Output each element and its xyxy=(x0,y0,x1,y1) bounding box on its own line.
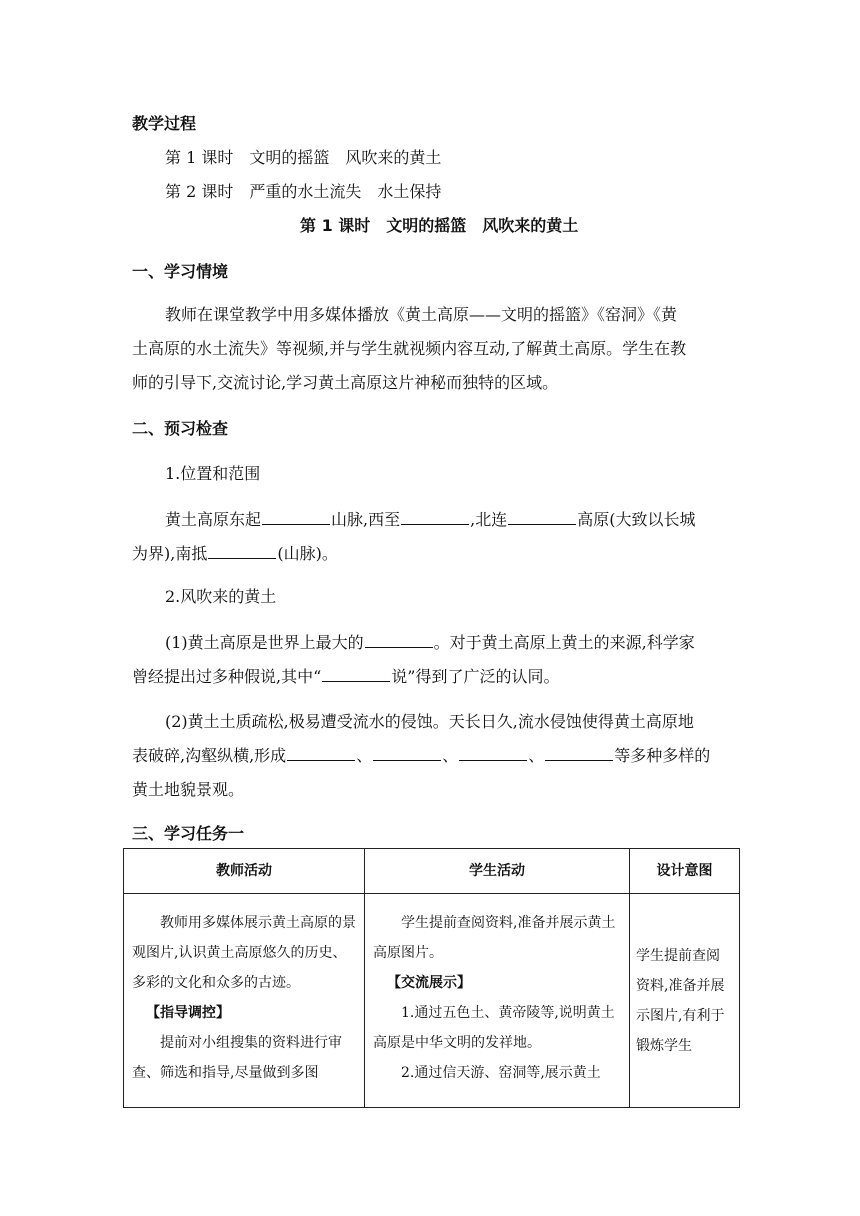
text: 表破碎,沟壑纵横,形成 xyxy=(132,746,287,765)
text: 山脉,西至 xyxy=(331,510,401,529)
student-tag: 【交流展示】 xyxy=(387,975,471,991)
header-student: 学生活动 xyxy=(365,849,630,894)
text: (1)黄土高原是世界上最大的 xyxy=(165,633,364,652)
question-2-title: 2.风吹来的黄土 xyxy=(165,587,277,606)
fill-blank[interactable] xyxy=(287,746,355,761)
question-2a-line-2 xyxy=(132,664,559,687)
teacher-tag: 【指导调控】 xyxy=(146,1005,230,1021)
text: 等多种多样的 xyxy=(614,746,711,765)
context-line-1: 教师在课堂教学中用多媒体播放《黄土高原——文明的摇篮》《窑洞》《黄 xyxy=(165,305,678,324)
text: 高原(大致以长城 xyxy=(577,510,696,529)
intent-text: 学生提前查阅资料,准备并展示图片,有利于锻炼学生 xyxy=(636,947,725,1054)
section-1-title: 一、学习情境 xyxy=(132,262,229,281)
student-text: 学生提前查阅资料,准备并展示黄土高原图片。 xyxy=(373,915,616,961)
section-heading: 教学过程 xyxy=(132,114,197,133)
fill-blank[interactable] xyxy=(545,746,613,761)
question-1-title: 1.位置和范围 xyxy=(165,464,261,483)
period-1: 第 1 课时 文明的摇篮 风吹来的黄土 xyxy=(165,148,442,167)
question-2a-line-1 xyxy=(165,630,695,653)
text: 。对于黄土高原上黄土的来源,科学家 xyxy=(433,633,695,652)
context-line-2: 土高原的水土流失》等视频,并与学生就视频内容互动,了解黄土高原。学生在教 xyxy=(132,339,687,358)
question-2b-line-2 xyxy=(132,743,710,766)
lesson-title: 第 1 课时 文明的摇篮 风吹来的黄土 xyxy=(300,216,579,235)
separator: 、 xyxy=(528,746,545,765)
student-text: 2.通过信天游、窑洞等,展示黄土 xyxy=(401,1065,601,1081)
fill-blank[interactable] xyxy=(459,746,527,761)
activity-table xyxy=(123,848,740,1108)
text: 为界),南抵 xyxy=(132,544,208,563)
student-text: 1.通过五色土、黄帝陵等,说明黄土高原是中华文明的发祥地。 xyxy=(373,1005,615,1051)
teacher-text: 教师用多媒体展示黄土高原的景观图片,认识黄土高原悠久的历史、多彩的文化和众多的古迹。 xyxy=(132,915,356,991)
header-teacher: 教师活动 xyxy=(124,849,365,894)
fill-blank[interactable] xyxy=(401,510,469,525)
question-2b-line-3: 黄土地貌景观。 xyxy=(132,780,245,799)
fill-blank[interactable] xyxy=(322,667,390,682)
separator: 、 xyxy=(356,746,373,765)
fill-blank[interactable] xyxy=(365,633,433,648)
intent-cell xyxy=(630,894,740,1108)
period-2: 第 2 课时 严重的水土流失 水土保持 xyxy=(165,182,442,201)
text: 说”得到了广泛的认同。 xyxy=(391,667,560,686)
question-2b-line-1: (2)黄土土质疏松,极易遭受流水的侵蚀。天长日久,流水侵蚀使得黄土高原地 xyxy=(165,712,694,731)
fill-blank[interactable] xyxy=(208,544,276,559)
separator: 、 xyxy=(442,746,459,765)
section-2-title: 二、预习检查 xyxy=(132,419,229,438)
context-line-3: 师的引导下,交流讨论,学习黄土高原这片神秘而独特的区域。 xyxy=(132,373,559,392)
fill-blank[interactable] xyxy=(373,746,441,761)
text: 黄土高原东起 xyxy=(165,510,262,529)
teacher-cell xyxy=(124,894,365,1108)
section-3-title: 三、学习任务一 xyxy=(132,824,245,843)
question-1-line-2 xyxy=(132,541,338,564)
fill-blank[interactable] xyxy=(508,510,576,525)
header-intent: 设计意图 xyxy=(630,849,740,894)
text: 曾经提出过多种假说,其中“ xyxy=(132,667,322,686)
question-1-line-1 xyxy=(165,507,695,530)
text: ,北连 xyxy=(470,510,508,529)
fill-blank[interactable] xyxy=(262,510,330,525)
text: (山脉)。 xyxy=(277,544,338,563)
teacher-text: 提前对小组搜集的资料进行审查、筛选和指导,尽量做到多图 xyxy=(132,1035,342,1081)
student-cell xyxy=(365,894,630,1108)
